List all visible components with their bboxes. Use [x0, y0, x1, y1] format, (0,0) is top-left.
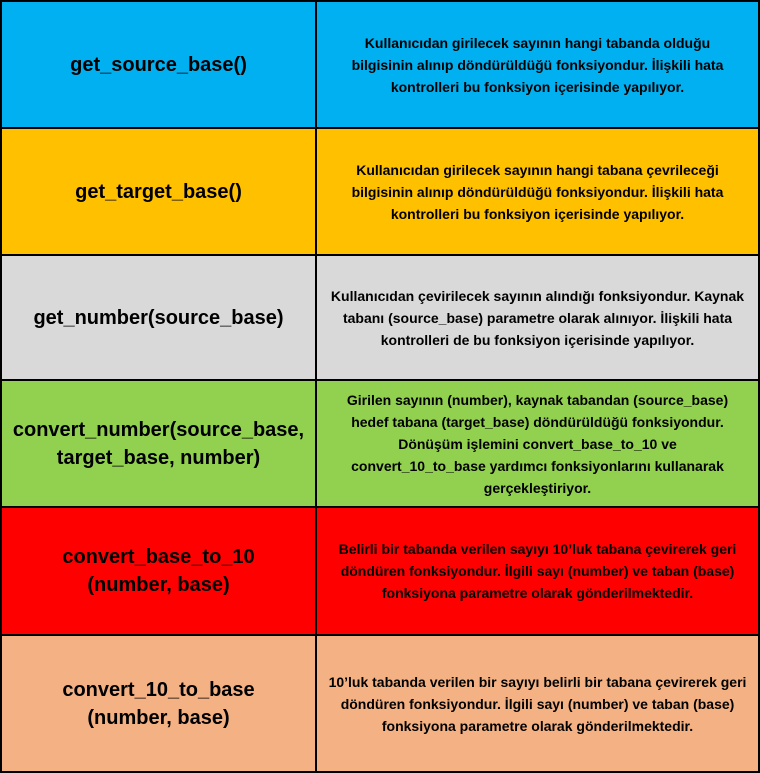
function-description: Kullanıcıdan girilecek sayının hangi tabana çevrileceği bilgisinin alınıp döndürüldüğü fonksiyondur. İlişkili hata kontrolleri bu fonksiyon içerisinde yapılıyor.: [351, 161, 724, 222]
function-name: (number, base): [87, 574, 230, 596]
function-description-cell: [317, 381, 758, 506]
table-row: [2, 256, 758, 381]
function-description-cell: [317, 256, 758, 379]
function-description: Kullanıcıdan girilecek sayının hangi tabanda olduğu bilgisinin alınıp döndürüldüğü fonksiyondur. İlişkili hata kontrolleri bu fonksiyon içerisinde yapılıyor.: [351, 34, 724, 95]
table-row: [2, 129, 758, 256]
function-description: Kullanıcıdan çevirilecek sayının alındığı fonksiyondur. Kaynak tabanı (source_base) parametre olarak alınıyor. İlişkili hata kontrolleri de bu fonksiyon içerisinde yapılıyor.: [330, 287, 745, 348]
function-name: (number, base): [87, 706, 230, 729]
function-name-cell: [2, 256, 317, 379]
function-name: get_number(source_base): [33, 306, 284, 329]
function-description: Belirli bir tabanda verilen sayıyı 10’luk tabana çevirerek geri döndüren fonksiyondur. İlgili sayı (number) ve taban (base) fonksiyona parametre olarak gönderilmektedir.: [338, 541, 737, 601]
function-description-cell: [317, 129, 758, 254]
function-name-cell: [2, 636, 317, 771]
function-name: convert_number(source_base,: [12, 418, 305, 441]
function-name: get_target_base(): [75, 180, 242, 203]
function-name-cell: [2, 129, 317, 254]
function-description-cell: [317, 636, 758, 771]
function-name-cell: [2, 2, 317, 127]
function-description-cell: [317, 508, 758, 634]
function-name: target_base, number): [56, 446, 261, 469]
table-row: [2, 381, 758, 508]
table-row: [2, 636, 758, 771]
table-row: [2, 508, 758, 636]
function-description: Girilen sayının (number), kaynak tabandan (source_base) hedef tabana (target_base) döndürüldüğü fonksiyondur. Dönüşüm işlemini convert_base_to_10 ve convert_10_to_base yardımcı fonksiyonlarını kullanarak gerçekleştiriyor.: [346, 391, 729, 496]
function-name: convert_base_to_10: [62, 546, 255, 568]
function-name: get_source_base(): [70, 53, 247, 76]
table-row: [2, 2, 758, 129]
function-description: 10’luk tabanda verilen bir sayıyı belirli bir tabana çevirerek geri döndüren fonksiyondur. İlgili sayı (number) ve taban (base) fonksiyona parametre olarak gönderilmektedir.: [328, 673, 747, 734]
function-name-cell: [2, 381, 317, 506]
function-description-cell: [317, 2, 758, 127]
function-name: convert_10_to_base: [62, 678, 255, 701]
function-name-cell: [2, 508, 317, 634]
